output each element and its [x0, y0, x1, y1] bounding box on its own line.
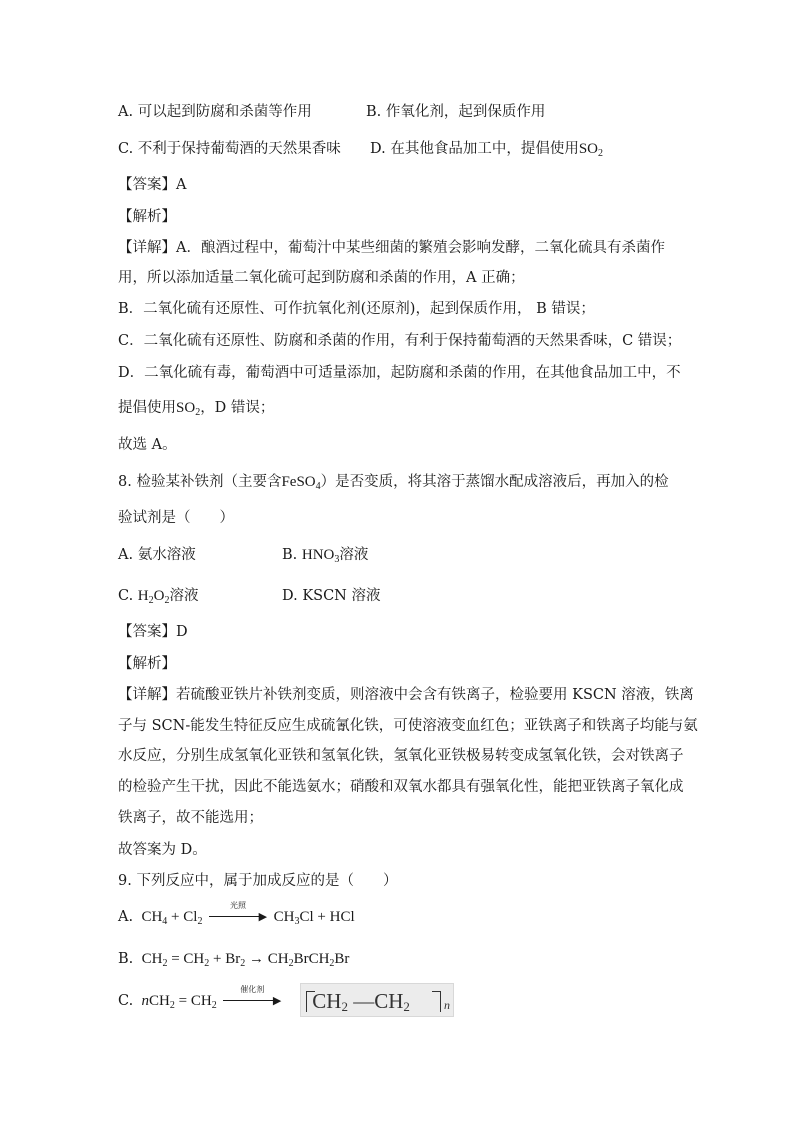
- q7-detail-line-6-post: ，D 错误；: [200, 400, 275, 416]
- q7-detail-line-3: B．二氧化硫有还原性、可作抗氧化剂(还原剂)，起到保质作用， B 错误；: [118, 301, 595, 317]
- q8-stem-line-1: [118, 472, 669, 497]
- q7-detail-line-5: D．二氧化硫有毒，葡萄酒中可适量添加，起防腐和杀菌的作用，在其他食品加工中，不: [118, 365, 681, 381]
- q7-option-b: B. 作氧化剂，起到保质作用: [366, 104, 546, 120]
- q8-stem-pre: 8. 检验某补铁剂（主要含: [118, 474, 282, 490]
- q8-detail-line-2: 子与 SCN-能发生特征反应生成硫氰化铁，可使溶液变血红色；亚铁离子和铁离子均能与氨: [118, 718, 698, 734]
- q8-detail-line-5: 铁离子，故不能选用；: [118, 810, 263, 826]
- q8-analysis-label: 【解析】: [118, 656, 176, 672]
- reaction-arrow-icon: 光照 ▶: [209, 910, 267, 924]
- q7-detail-line-2: 用，所以添加适量二氧化硫可起到防腐和杀菌的作用，A 正确；: [118, 270, 525, 286]
- q9-option-c-label: C.: [118, 993, 134, 1009]
- hno3-formula: $HNO_3$: [301, 547, 340, 565]
- q8-option-b-label: B.: [282, 547, 302, 563]
- q9-option-c-condition: 催化剂: [240, 985, 265, 994]
- q8-stem-post: ）是否变质，将其溶于蒸馏水配成溶液后，再加入的检: [320, 474, 669, 490]
- q8-detail-line-1: 【详解】若硫酸亚铁片补铁剂变质，则溶液中会含有铁离子，检验要用 KSCN 溶液，铁离: [118, 687, 694, 703]
- q7-detail-line-1: 【详解】A．酿酒过程中，葡萄汁中某些细菌的繁殖会影响发酵，二氧化硫具有杀菌作: [118, 240, 665, 256]
- q9-option-a: [118, 901, 355, 932]
- q7-conclusion: 故选 A。: [118, 437, 177, 453]
- q7-analysis-label: 【解析】: [118, 209, 176, 225]
- q8-option-d: D. KSCN 溶液: [282, 588, 381, 604]
- q9-option-b-label: B.: [118, 951, 134, 967]
- q9-option-c-reactants: $nCH_2 = CH_2$: [141, 993, 217, 1011]
- reaction-arrow-icon: 催化剂 ▶: [223, 994, 281, 1008]
- q9-option-c: [118, 985, 283, 1016]
- q7-option-a: A. 可以起到防腐和杀菌等作用: [118, 104, 312, 120]
- q8-answer: 【答案】D: [118, 624, 188, 640]
- q7-option-c: C. 不利于保持葡萄酒的天然果香味: [118, 141, 341, 157]
- q9-option-a-products: $CH_3Cl$ + HCl: [273, 909, 355, 927]
- q8-option-b-text: 溶液: [339, 547, 369, 563]
- so2-formula: $SO_2$: [578, 141, 604, 159]
- q8-option-c: [118, 586, 198, 611]
- q7-answer: 【答案】A: [118, 177, 187, 193]
- q9-option-a-label: A.: [118, 909, 134, 925]
- q9-stem: 9. 下列反应中，属于加成反应的是（ ）: [118, 873, 398, 889]
- feso4-formula: FeSO$_4$: [281, 474, 321, 492]
- q9-option-b: [118, 949, 349, 974]
- q8-conclusion: 故答案为 D。: [118, 842, 207, 858]
- q8-option-c-label: C.: [118, 588, 138, 604]
- q7-option-d-text: D. 在其他食品加工中，提倡使用: [370, 141, 579, 157]
- polyethylene-structure-image: $CH_2$ $—CH_2$ n: [300, 983, 454, 1017]
- q9-option-b-equation: $CH_2 = CH_2 + Br_2$ → $CH_2BrCH_2Br$: [137, 951, 350, 969]
- q7-option-d: [370, 139, 603, 164]
- q9-option-a-condition: 光照: [230, 901, 247, 910]
- q7-detail-line-6: [118, 398, 274, 423]
- q8-detail-line-4: 的检验产生干扰，因此不能选氨水；硝酸和双氧水都具有强氧化性，能把亚铁离子氧化成: [118, 779, 684, 795]
- q7-detail-line-4: C．二氧化硫有还原性、防腐和杀菌的作用，有利于保持葡萄酒的天然果香味，C 错误；: [118, 333, 682, 349]
- so2-formula: $SO_2$: [176, 400, 201, 418]
- q9-option-a-reactants: $CH_4 + Cl_2$: [137, 909, 203, 927]
- h2o2-formula: $H_2O_2$: [137, 588, 170, 606]
- q9-option-c-n: n: [141, 993, 150, 1009]
- q8-stem-line-2: 验试剂是（ ）: [118, 510, 234, 526]
- q7-detail-line-6-pre: 提倡使用: [118, 400, 176, 416]
- q8-option-b: [282, 545, 368, 570]
- q8-detail-line-3: 水反应，分别生成氢氧化亚铁和氢氧化铁，氢氧化亚铁极易转变成氢氧化铁，会对铁离子: [118, 748, 684, 764]
- q8-option-a: A. 氨水溶液: [118, 547, 196, 563]
- q8-option-c-text: 溶液: [169, 588, 199, 604]
